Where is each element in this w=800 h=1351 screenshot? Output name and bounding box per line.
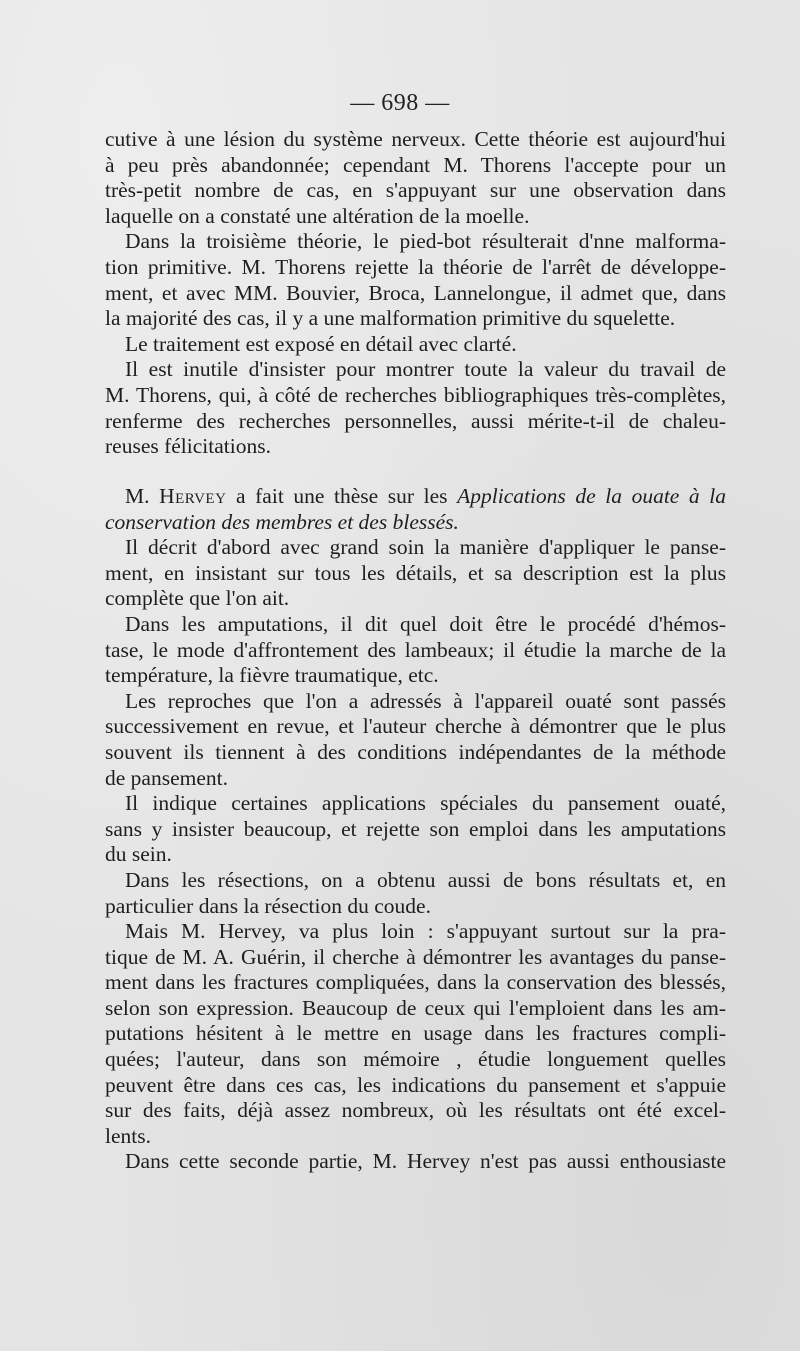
text-line: du sein. (105, 842, 172, 867)
thesis-title-part2: conservation des membres et des blessés. (105, 509, 459, 534)
text-line: Il indique certaines applications spéciales du pansement ouaté, (125, 791, 726, 816)
text-line: peuvent être dans ces cas, les indications du pansement et s'appuie (105, 1072, 726, 1097)
text-line: la majorité des cas, il y a une malformation primitive du squelette. (105, 306, 676, 331)
text-line: de pansement. (105, 765, 228, 790)
text-line: particulier dans la résection du coude. (105, 893, 431, 918)
text-line: tase, le mode d'affrontement des lambeaux; il étudie la marche de la (105, 637, 726, 662)
text-line: Dans les résections, on a obtenu aussi de bons résultats et, en (125, 867, 726, 892)
intro-prefix: M. (125, 484, 160, 508)
text-line: tique de M. A. Guérin, il cherche à démontrer les avantages du panse- (105, 944, 726, 969)
text-line: souvent ils tiennent à des conditions indépendantes de la méthode (105, 739, 726, 764)
text-line: Il est inutile d'insister pour montrer toute la valeur du travail de (125, 357, 726, 382)
text-line: putations hésitent à le mettre en usage dans les fractures compli- (105, 1021, 726, 1046)
text-line: cutive à une lésion du système nerveux. Cette théorie est aujourd'hui (105, 127, 726, 151)
text-line: ment, et avec MM. Bouvier, Broca, Lannelongue, il admet que, dans (105, 280, 726, 305)
text-line: Dans la troisième théorie, le pied-bot résulterait d'nne malforma- (125, 229, 726, 254)
text-line: successivement en revue, et l'auteur cherche à démontrer que le plus (105, 714, 726, 739)
text-line: à peu près abandonnée; cependant M. Thorens l'accepte pour un (105, 152, 726, 177)
text-line: ment dans les fractures compliquées, dans la conservation des blessés, (105, 970, 726, 995)
text-line: tion primitive. M. Thorens rejette la théorie de l'arrêt de développe- (105, 254, 726, 279)
text-line: Les reproches que l'on a adressés à l'appareil ouaté sont passés (125, 688, 726, 713)
author-name: Hervey (159, 484, 227, 508)
text-line: laquelle on a constaté une altération de la moelle. (105, 203, 530, 228)
text-line: complète que l'on ait. (105, 586, 290, 611)
page-number (0, 88, 800, 118)
text-line: Dans les amputations, il dit quel doit être le procédé d'hémos- (125, 611, 726, 636)
text-line: très-petit nombre de cas, en s'appuyant sur une observation dans (105, 178, 726, 203)
text-line: Il décrit d'abord avec grand soin la manière d'appliquer le panse- (125, 535, 726, 560)
text-line: température, la fièvre traumatique, etc. (105, 663, 439, 688)
text-line: sur des faits, déjà assez nombreux, où les résultats ont été excel- (105, 1098, 726, 1123)
text-line: Le traitement est exposé en détail avec clarté. (125, 331, 517, 356)
text-line: M. Thorens, qui, à côté de recherches bibliographiques très-complètes, (105, 382, 726, 407)
intro-line (105, 484, 726, 510)
intro-line-2 (105, 510, 726, 536)
section-thorens-review (105, 127, 726, 460)
text-line: selon son expression. Beaucoup de ceux qui l'emploient dans les am- (105, 995, 726, 1020)
page-number-text: — 698 — (350, 90, 450, 116)
text-line: sans y insister beaucoup, et rejette son emploi dans les amputations (105, 816, 726, 841)
thesis-title-part1: Applications de la ouate à la (457, 484, 726, 508)
text-line: reuses félicitations. (105, 434, 271, 459)
intro-middle: a fait une thèse sur les (226, 484, 458, 508)
text-line: quées; l'auteur, dans son mémoire , étudie longuement quelles (105, 1047, 726, 1072)
text-line: lents. (105, 1123, 151, 1148)
text-line: Mais M. Hervey, va plus loin : s'appuyant surtout sur la pra- (125, 919, 726, 944)
text-line: renferme des recherches personnelles, aussi mérite-t-il de chaleu- (105, 408, 726, 433)
section-hervey-review (105, 484, 726, 1175)
text-line: ment, en insistant sur tous les détails, et sa description est la plus (105, 560, 726, 585)
text-line: Dans cette seconde partie, M. Hervey n'est pas aussi enthousiaste (125, 1149, 726, 1174)
